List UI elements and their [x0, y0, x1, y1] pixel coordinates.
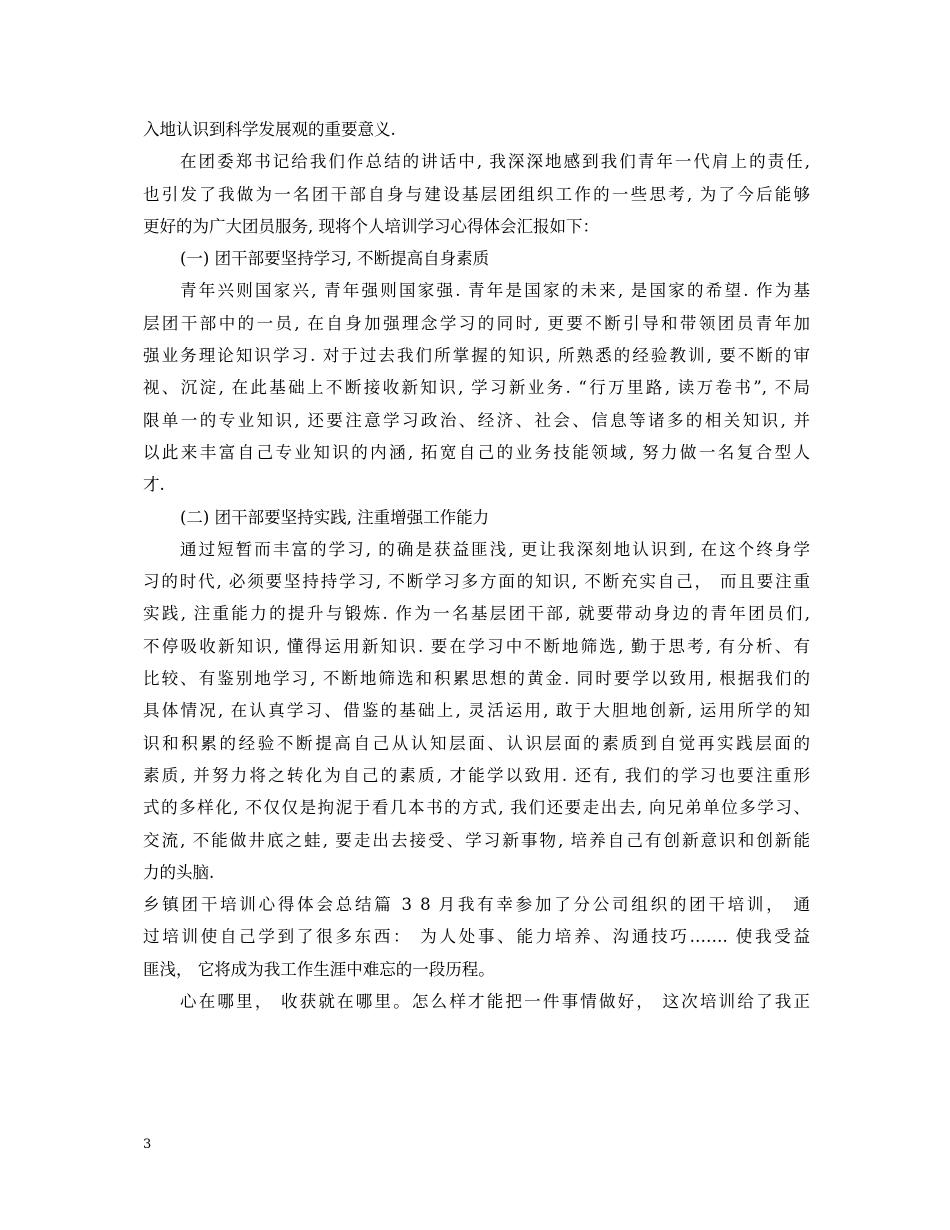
text-line: 习的时代, 必须要坚持持学习, 不断学习多方面的知识, 不断充实自己， 而且要注重	[143, 572, 810, 592]
text-line: 力的头脑.	[143, 862, 215, 882]
text-line: 匪浅， 它将成为我工作生涯中难忘的一段历程。	[143, 959, 495, 979]
text-line: 才.	[143, 475, 165, 495]
text-line: 限单一的专业知识, 还要注意学习政治、经济、社会、信息等诸多的相关知识, 并	[143, 410, 810, 430]
text-line: 强业务理论知识学习. 对于过去我们所掌握的知识, 所熟悉的经验教训, 要不断的审	[143, 346, 810, 366]
text-line: 在团委郑书记给我们作总结的讲话中, 我深深地感到我们青年一代肩上的责任,	[180, 152, 810, 172]
body-text	[143, 114, 810, 1018]
text-line: 具体情况, 在认真学习、借鉴的基础上, 灵活运用, 敢于大胆地创新, 运用所学的知	[143, 701, 810, 721]
text-line: 更好的为广大团员服务, 现将个人培训学习心得体会汇报如下：	[143, 216, 599, 236]
text-line: (一) 团干部要坚持学习, 不断提高自身素质	[180, 249, 490, 269]
text-line: 过培训使自己学到了很多东西： 为人处事、能力培养、沟通技巧……. 使我受益	[143, 927, 810, 947]
text-line: 交流, 不能做井底之蛙, 要走出去接受、学习新事物, 培养自己有创新意识和创新能	[143, 830, 810, 850]
text-line: 入地认识到科学发展观的重要意义.	[143, 120, 396, 139]
text-line: 以此来丰富自己专业知识的内涵, 拓宽自己的业务技能领域, 努力做一名复合型人	[143, 442, 810, 462]
text-line: 通过短暂而丰富的学习, 的确是获益匪浅, 更让我深刻地认识到, 在这个终身学	[180, 539, 810, 559]
text-line: 式的多样化, 不仅仅是拘泥于看几本书的方式, 我们还要走出去, 向兄弟单位多学习、	[143, 798, 810, 818]
text-line: (二) 团干部要坚持实践, 注重增强工作能力	[180, 507, 490, 527]
page-number: 3	[143, 1137, 152, 1152]
text-line: 乡镇团干培训心得体会总结篇 3 8 月我有幸参加了分公司组织的团干培训， 通	[143, 895, 810, 915]
text-line: 素质, 并努力将之转化为自己的素质, 才能学以致用. 还有, 我们的学习也要注重形	[143, 765, 810, 785]
text-line: 视、沉淀, 在此基础上不断接收新知识, 学习新业务. “行万里路, 读万卷书”, 不局	[143, 378, 810, 398]
text-line: 比较、有鉴别地学习, 不断地筛选和积累思想的黄金. 同时要学以致用, 根据我们的	[143, 669, 810, 689]
text-line: 实践, 注重能力的提升与锻炼. 作为一名基层团干部, 就要带动身边的青年团员们,	[143, 604, 810, 624]
text-line: 青年兴则国家兴, 青年强则国家强. 青年是国家的未来, 是国家的希望. 作为基	[180, 281, 810, 301]
text-line: 也引发了我做为一名团干部自身与建设基层团组织工作的一些思考, 为了今后能够	[143, 184, 810, 204]
text-line: 层团干部中的一员, 在自身加强理念学习的同时, 更要不断引导和带领团员青年加	[143, 313, 810, 333]
text-line: 不停吸收新知识, 懂得运用新知识. 要在学习中不断地筛选, 勤于思考, 有分析、有	[143, 636, 810, 656]
text-line: 识和积累的经验不断提高自己从认知层面、认识层面的素质到自觉再实践层面的	[143, 733, 810, 753]
text-line: 心在哪里， 收获就在哪里。怎么样才能把一件事情做好， 这次培训给了我正	[180, 992, 810, 1012]
